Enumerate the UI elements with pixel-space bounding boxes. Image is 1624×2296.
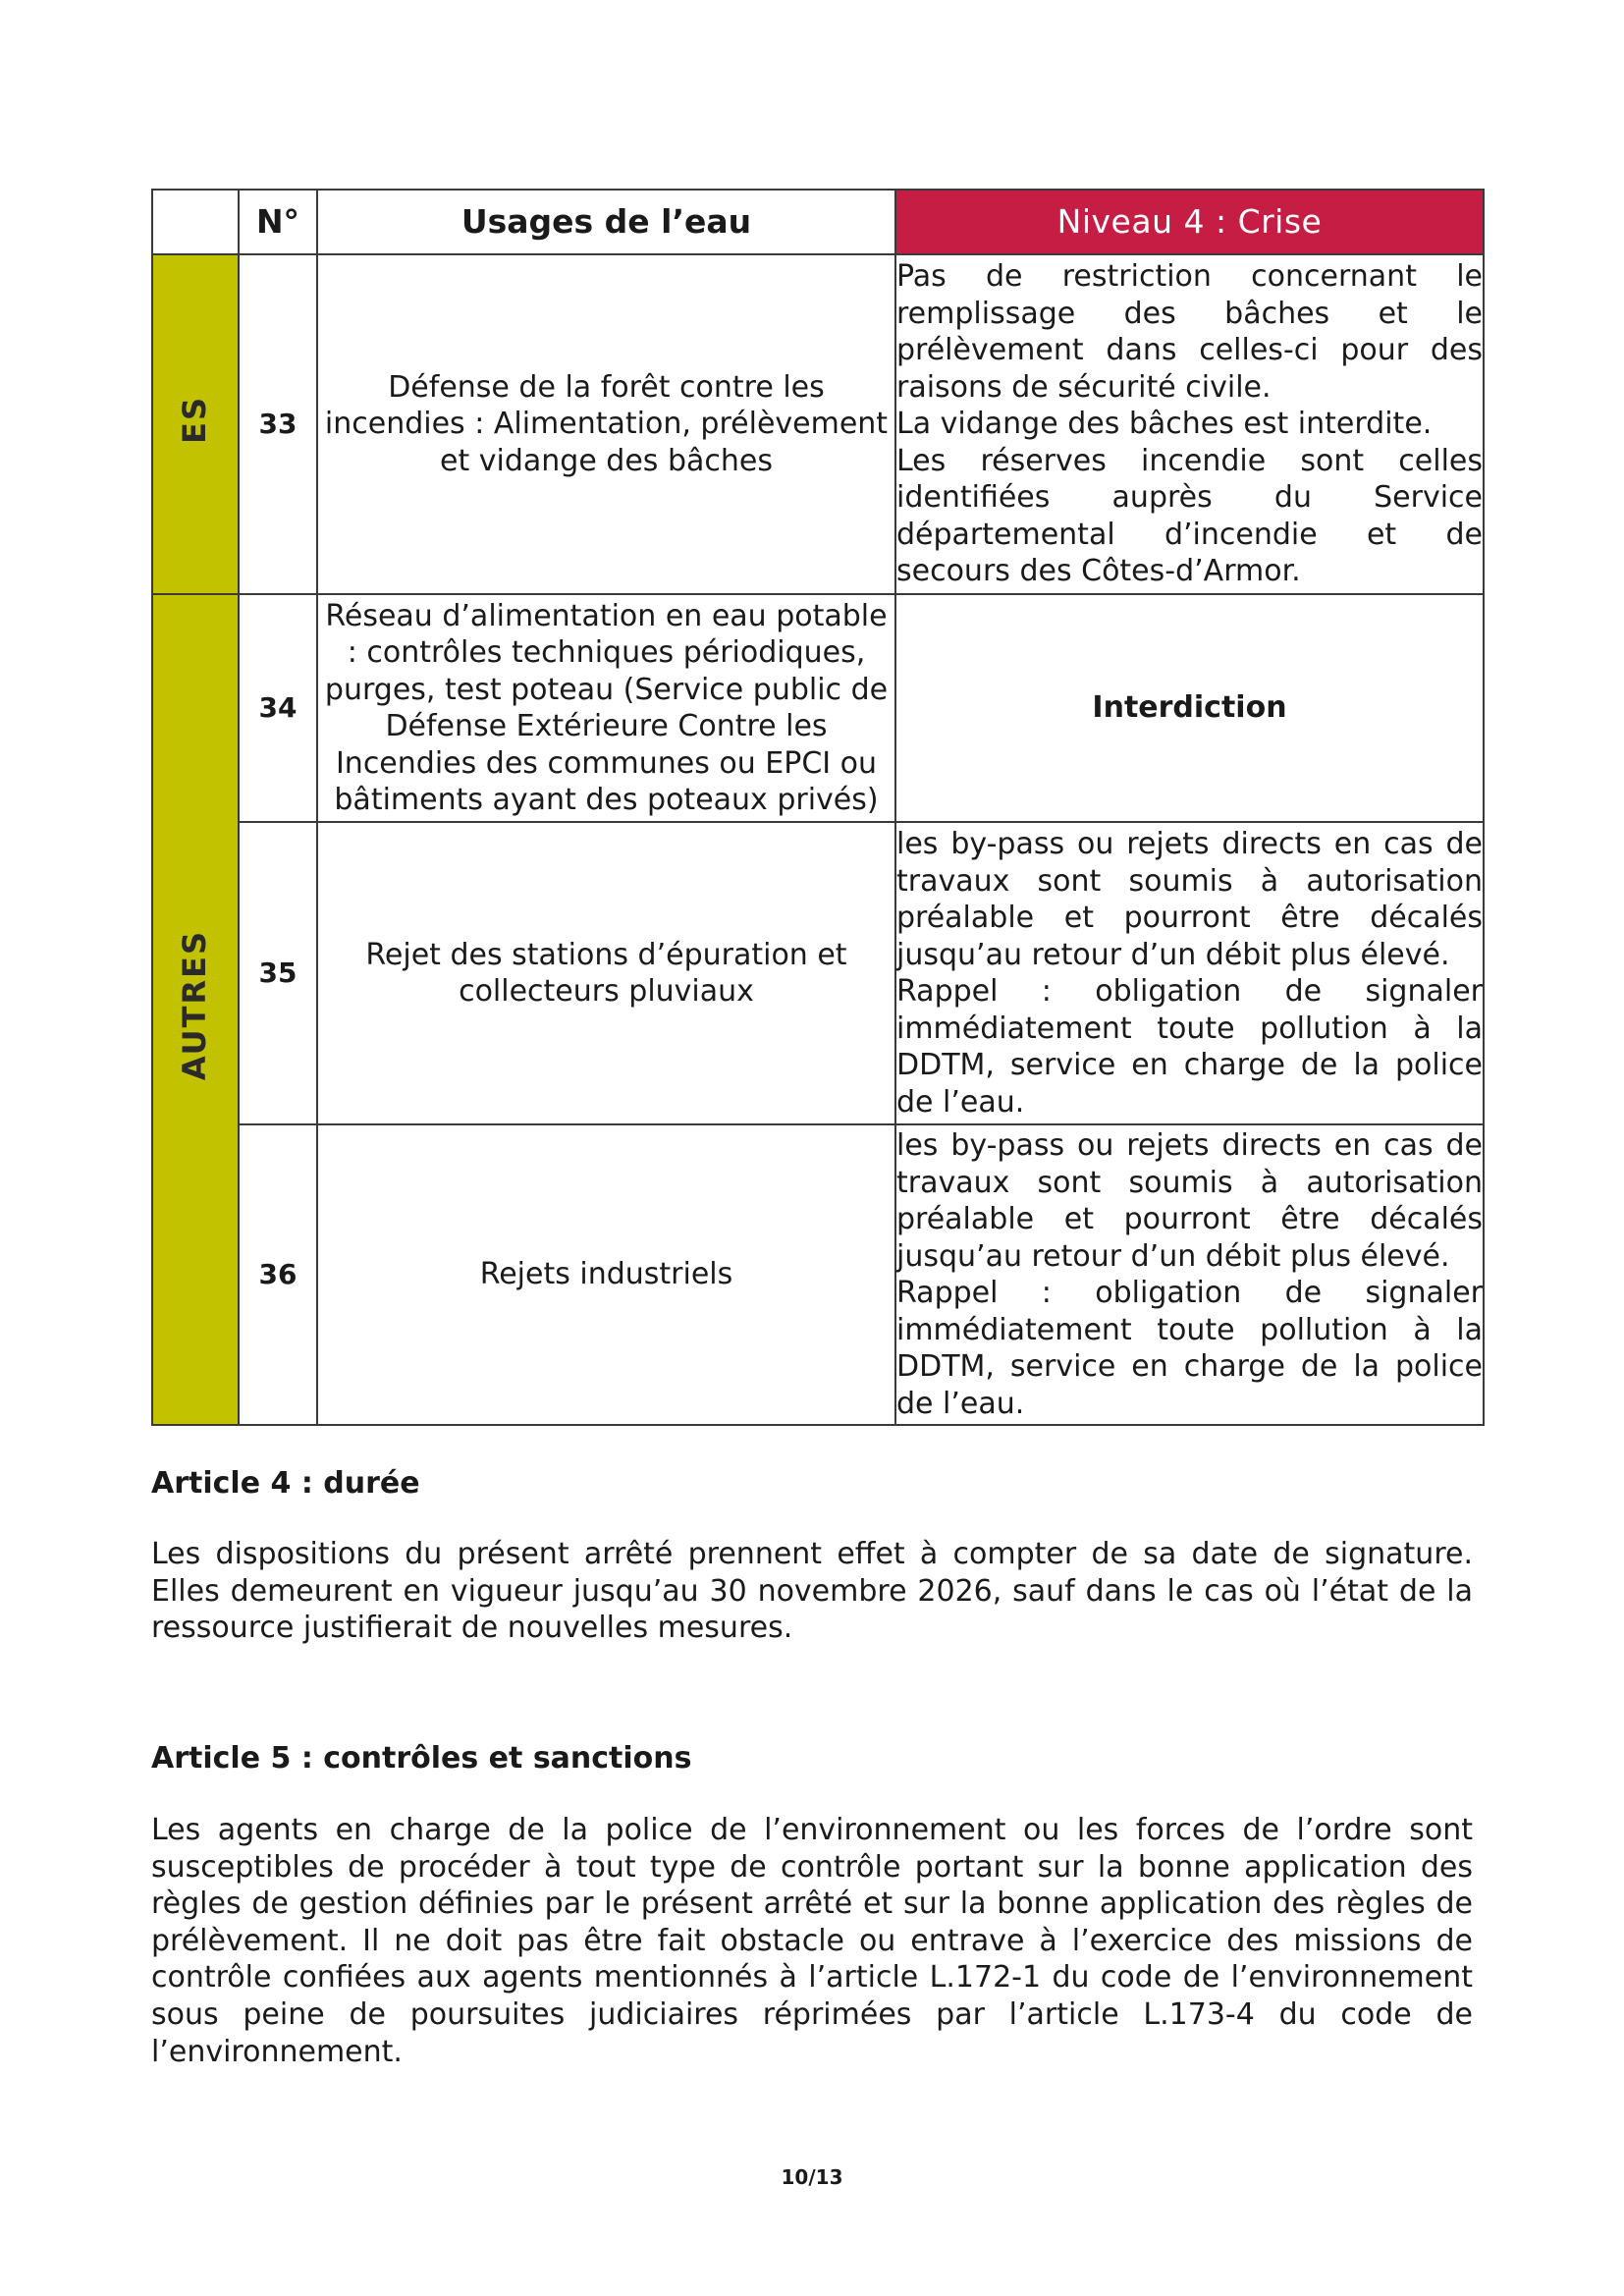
row-usage: Rejets industriels [317,1124,895,1425]
crise-line: La vidange des bâches est interdite. [896,407,1433,442]
article-4-title: Article 4 : durée [151,1466,420,1501]
header-blank-cell [152,190,239,254]
row-number: 33 [239,254,317,594]
row-number: 35 [239,822,317,1124]
category-es-label: ES [176,395,214,444]
table-row [152,822,1484,1124]
row-crise-measure: Interdiction [895,594,1484,822]
row-usage: Défense de la forêt contre les incendies : Alimentation, prélèvement et vidange des bâches [317,254,895,594]
row-number: 36 [239,1124,317,1425]
crise-line: les by-pass ou rejets directs en cas de travaux sont soumis à autorisation préalable et pourront être décalés jusqu’au retour d’un débit plus élevé. [896,827,1483,972]
article-4-text: Les dispositions du présent arrêté prennent effet à compter de sa date de signature. Elles demeurent en vigueur jusqu’au 30 novembre 2026, sauf dans le cas où l’état de la ressource justifierait de nouvelles mesures. [151,1537,1473,1646]
row-usage: Rejet des stations d’épuration et collecteurs pluviaux [317,822,895,1124]
crise-line: Pas de restriction concernant le remplissage des bâches et le prélèvement dans celles-ci pour des raisons de sécurité civile. [896,259,1483,405]
article-5-text: Les agents en charge de la police de l’environnement ou les forces de l’ordre sont susceptibles de procéder à tout type de contrôle portant sur la bonne application des règles de gestion définies par le présent arrêté et sur la bonne application des règles de prélèvement. Il ne doit pas être fait obstacle ou entrave à l’exercice des missions de contrôle confiées aux agents mentionnés à l’article L.172-1 du code de l’environnement sous peine de poursuites judiciaires réprimées par l’article L.173-4 du code de l’environnement. [151,1813,1473,2069]
water-usage-table [151,189,1485,1426]
crise-line: les by-pass ou rejets directs en cas de travaux sont soumis à autorisation préalable et pourront être décalés jusqu’au retour d’un débit plus élevé. [896,1128,1483,1274]
row-usage: Réseau d’alimentation en eau potable : contrôles techniques périodiques, purges, test poteau (Service public de Défense Extérieure Contre les Incendies des communes ou EPCI ou bâtiments ayant des poteaux privés) [317,594,895,822]
header-level-crise: Niveau 4 : Crise [895,190,1484,254]
header-number: N° [239,190,317,254]
table-row [152,594,1484,822]
table-header-row [152,190,1484,254]
row-crise-measure [895,1124,1484,1425]
row-crise-measure [895,254,1484,594]
article-5-title: Article 5 : contrôles et sanctions [151,1741,692,1776]
table-row [152,1124,1484,1425]
crise-line: Rappel : obligation de signaler immédiatement toute pollution à la DDTM, service en charge de la police de l’eau. [896,1276,1483,1421]
crise-line: Rappel : obligation de signaler immédiatement toute pollution à la DDTM, service en charge de la police de l’eau. [896,974,1483,1120]
category-es-cell [152,254,239,594]
crise-line: Les réserves incendie sont celles identifiées auprès du Service départemental d’incendie et de secours des Côtes-d’Armor. [896,443,1483,589]
row-crise-measure [895,822,1484,1124]
row-number: 34 [239,594,317,822]
category-autres-cell [152,594,239,1425]
category-autres-label: AUTRES [176,929,214,1080]
page-number: 10/13 [781,2165,843,2189]
header-usage: Usages de l’eau [317,190,895,254]
table-row [152,254,1484,594]
